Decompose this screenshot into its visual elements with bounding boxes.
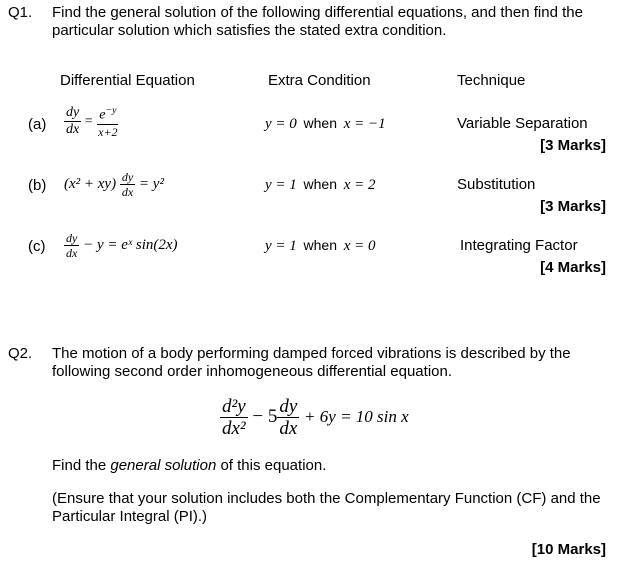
row-b-frac-num: dy [121, 170, 134, 184]
q2-find-emphasis: general solution [110, 457, 217, 474]
row-b-label: (b) [28, 177, 47, 194]
q2-ensure-line2: Particular Integral (PI).) [52, 508, 208, 525]
row-c-condition [265, 237, 376, 255]
row-b-marks: [3 Marks] [540, 198, 606, 215]
row-a-lhs-den: dx [66, 122, 80, 138]
row-b-technique: Substitution [457, 176, 536, 193]
row-a-condition [265, 115, 386, 133]
q2-equation-rest: + 6y = 10 sin x [304, 406, 409, 426]
q2-find-suffix: of this equation. [216, 457, 327, 474]
row-c-cond-x: x = 0 [343, 238, 376, 254]
row-a-cond-x: x = −1 [343, 116, 386, 132]
q2-intro-line1: The motion of a body performing damped forced vibrations is described by the [52, 345, 571, 362]
row-a-equation [64, 106, 120, 138]
row-a-label: (a) [28, 116, 47, 133]
q2-frac1-den: dx² [222, 418, 246, 439]
row-a-rhs-den: x+2 [98, 124, 118, 139]
q2-find-instruction [52, 457, 326, 474]
q2-equation [220, 397, 409, 438]
q2-find-prefix: Find the [52, 457, 111, 474]
q2-ensure-line1: (Ensure that your solution includes both the Complementary Function (CF) and the [52, 490, 601, 507]
row-a-rhs-num: e [99, 107, 106, 123]
row-a-lhs-num: dy [66, 105, 80, 121]
q1-intro-line2: particular solution which satisfies the stated extra condition. [52, 22, 447, 39]
q2-number: Q2. [8, 345, 33, 362]
row-a-cond-var: y = 0 [265, 116, 297, 132]
row-a-cond-when: when [303, 115, 337, 131]
row-b-condition [265, 176, 376, 194]
row-b-lhs: (x² + xy) [64, 175, 117, 192]
row-c-equation [64, 232, 178, 259]
row-c-cond-var: y = 1 [265, 238, 297, 254]
q1-intro-line1: Find the general solution of the following differential equations, and then find the [52, 4, 583, 21]
header-technique: Technique [457, 72, 526, 89]
row-c-technique: Integrating Factor [460, 237, 578, 254]
q2-intro-line2: following second order inhomogeneous differential equation. [52, 363, 452, 380]
row-b-cond-x: x = 2 [343, 177, 376, 193]
row-c-marks: [4 Marks] [540, 259, 606, 276]
row-c-rhs: − y = eˣ sin(2x) [83, 236, 178, 253]
row-b-rhs: = y² [138, 175, 164, 192]
row-a-equals: = [84, 114, 93, 130]
row-a-technique: Variable Separation [457, 115, 588, 132]
row-c-frac-den: dx [66, 246, 78, 260]
q1-number: Q1. [8, 4, 33, 21]
q2-frac2-num: dy [279, 396, 298, 417]
row-c-cond-when: when [303, 237, 337, 253]
row-a-rhs-num-sup: −y [105, 105, 117, 116]
row-a-marks: [3 Marks] [540, 137, 606, 154]
row-b-frac-den: dx [121, 185, 134, 199]
header-extra-condition: Extra Condition [268, 72, 371, 89]
q2-marks: [10 Marks] [531, 541, 606, 558]
row-b-equation [64, 171, 164, 198]
q2-frac2-den: dx [279, 418, 298, 439]
row-b-cond-var: y = 1 [265, 177, 297, 193]
q2-minus5: − 5 [252, 405, 278, 427]
row-c-label: (c) [28, 238, 46, 255]
row-c-frac-num: dy [66, 231, 78, 245]
header-differential-equation: Differential Equation [60, 72, 195, 89]
row-b-cond-when: when [303, 176, 337, 192]
q2-frac1-num: d²y [222, 396, 246, 417]
